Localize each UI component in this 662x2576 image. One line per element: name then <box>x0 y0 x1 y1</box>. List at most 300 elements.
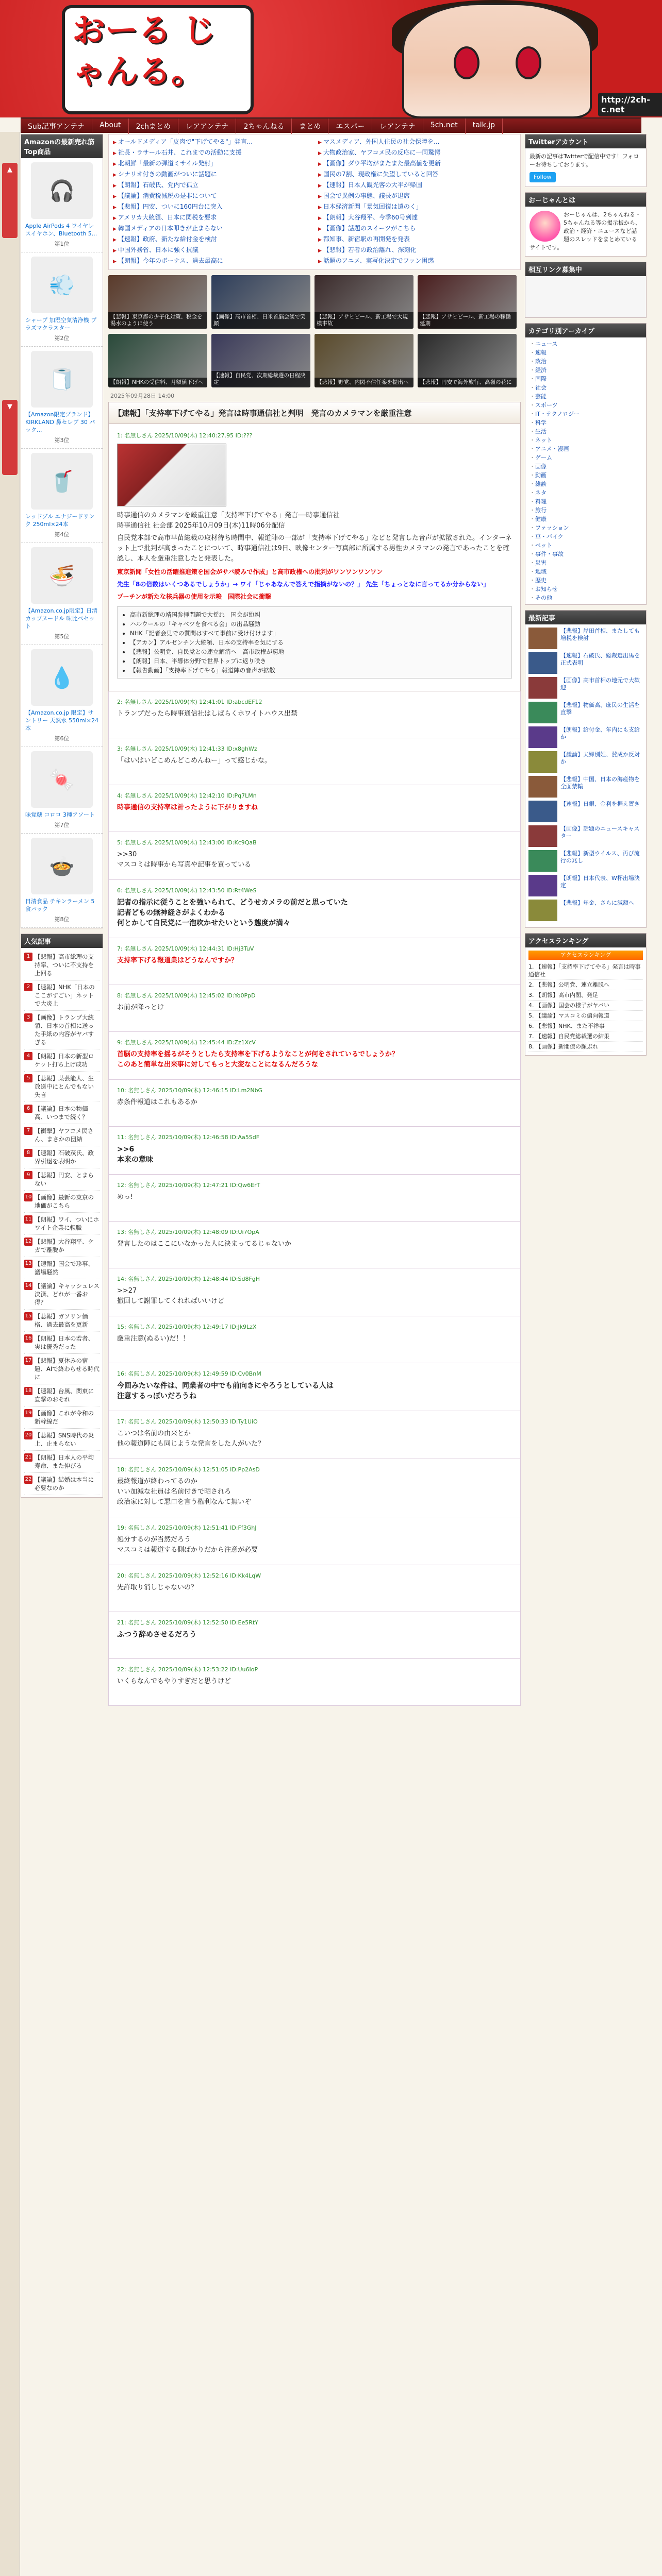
response-body: 処分するのが当然だろう マスコミは報道する側ばかりだから注意が必要 <box>117 1536 258 1554</box>
product-name[interactable]: 【Amazon.co.jp 限定】サントリー 天然水 550ml×24本 <box>25 709 98 732</box>
rank-number: 6 <box>24 1105 32 1113</box>
side-news-item[interactable] <box>528 702 643 723</box>
rank-number: 8 <box>24 1149 32 1157</box>
product-name[interactable]: Apple AirPods 4 ワイヤレスイヤホン、Bluetooth 5... <box>25 223 97 237</box>
side-news-item[interactable] <box>528 850 643 872</box>
product-ad[interactable] <box>21 158 103 252</box>
category-link[interactable]: ・ 地域 <box>529 567 642 576</box>
product-name[interactable]: 日清食品 チキンラーメン 5食パック <box>25 898 95 912</box>
rank-number: 20 <box>24 1431 32 1439</box>
response-body: 「はいはいどこめんどこめんねー」って感じかな。 <box>117 757 272 765</box>
thread-response <box>108 1316 521 1363</box>
headline-link[interactable]: ▶ 【悲報】若者の政治離れ、深刻化 <box>318 246 516 256</box>
product-rank: 第6位 <box>54 735 70 742</box>
category-link[interactable]: ・ 速報 <box>529 348 642 357</box>
popular-article-link[interactable] <box>24 1072 100 1102</box>
popular-article-link[interactable] <box>24 1279 100 1310</box>
headline-link[interactable]: ▶ 【速報】日本人観光客の大半が帰国 <box>318 181 516 191</box>
thread-response <box>108 985 521 1032</box>
nav-item[interactable]: まとめ <box>292 118 328 134</box>
picture-caption[interactable]: 【悲報】野党、内閣不信任案を提出へ <box>315 378 413 387</box>
thread-response <box>108 1268 521 1316</box>
picture-caption[interactable]: 【悲報】東京都の少子化対策、税金を湯水のように使う <box>108 312 207 329</box>
product-image[interactable]: 🎧 <box>31 162 93 219</box>
related-article-link[interactable]: • 【アカン】アルゼンチン大統領、日本の支持率を気にする <box>130 638 507 647</box>
picture-row <box>108 275 521 329</box>
response-body: お前が降っとけ <box>117 1004 164 1011</box>
response-body: トランプだったら時事通信社はしばらくホワイトハウス出禁 <box>117 710 297 718</box>
thread-response <box>108 1080 521 1127</box>
category-link[interactable]: ・ 雑談 <box>529 480 642 488</box>
headline-link[interactable]: ▶ 中国外務省、日本に強く抗議 <box>113 246 311 256</box>
picture-card[interactable] <box>418 275 517 329</box>
article-detail: 自民党本部で高市早苗総裁の取材待ち時間中、報道陣の一部が「支持率下げてやる」などと発言した音声が拡散された。インターネット上で批判が高まったことについて、時事通信社は9日、映像センター写真部に所属する男性カメラマンの発言であったことを確認し、本人を厳重注意したと発表した。 <box>117 534 512 563</box>
headline-link[interactable]: ▶ 【悲報】円安、ついに160円台に突入 <box>113 202 311 212</box>
side-news-title[interactable]: 【朗報】日本代表、W杯出場決定 <box>560 875 640 889</box>
product-name[interactable]: レッドブル エナジードリンク 250ml×24本 <box>25 513 95 528</box>
avatar <box>529 211 560 242</box>
response-header: 6: 名無しさん 2025/10/09(木) 12:43:50 ID:Rt4WeS <box>117 887 257 894</box>
picture-caption[interactable]: 【速報】自民党、次期総裁選の日程決定 <box>211 371 310 387</box>
popular-article-title[interactable]: 【朗報】日本の新型ロケット打ち上げ成功 <box>35 1053 94 1068</box>
rail-tab-top[interactable]: ▲ <box>2 163 18 238</box>
category-link[interactable]: ・ ファッション <box>529 523 642 532</box>
picture-row <box>108 334 521 387</box>
product-image[interactable]: 🧻 <box>31 351 93 408</box>
response-list <box>108 691 521 1706</box>
side-news-title[interactable]: 【悲報】中国、日本の海産物を全面禁輸 <box>560 776 640 790</box>
response-body: 支持率下げる報道業はどうなんですか？ <box>117 957 238 964</box>
popular-article-link[interactable] <box>24 1451 100 1473</box>
category-link[interactable]: ・ ペット <box>529 541 642 550</box>
response-header: 22: 名無しさん 2025/10/09(木) 12:53:22 ID:Uu6IoP <box>117 1666 258 1673</box>
side-news-item[interactable] <box>528 726 643 748</box>
headline-link[interactable]: ▶ 【画像】ダウ平均がまたまた最高値を更新 <box>318 159 516 169</box>
headline-link[interactable]: ▶ 北朝鮮「最新の弾道ミサイル発射」 <box>113 159 311 169</box>
mascot-left-eye <box>454 46 479 79</box>
thread-response <box>108 1517 521 1565</box>
popular-article-link[interactable] <box>24 950 100 980</box>
headline-grid <box>108 134 521 270</box>
popular-article-link[interactable] <box>24 1354 100 1384</box>
response-header: 4: 名無しさん 2025/10/09(木) 12:42:10 ID:Pq7LMn <box>117 792 257 799</box>
popular-article-title[interactable]: 【画像】最新の東京の地価がこちら <box>35 1194 94 1209</box>
rank-number: 3 <box>24 1013 32 1022</box>
popular-article-link[interactable] <box>24 1257 100 1279</box>
category-link[interactable]: ・ 歴史 <box>529 576 642 585</box>
popular-article-title[interactable]: 【朗報】日本人の平均寿命、また伸びる <box>35 1454 94 1469</box>
nav-item[interactable]: エスパー <box>328 118 372 134</box>
promo-link-red[interactable]: 東京新聞「女性の活躍推進策を国会がサバ読みで作成」と高市政権への批判がワンワンワンワン <box>117 568 383 575</box>
product-image[interactable]: 🍲 <box>31 838 93 894</box>
twitter-text: 最新の記事はTwitterで配信中です！フォローお待ちしております。 <box>529 153 639 168</box>
response-header: 8: 名無しさん 2025/10/09(木) 12:45:02 ID:Yo0PpD <box>117 992 256 999</box>
side-news-title[interactable]: 【速報】石破氏、総裁選出馬を正式表明 <box>560 652 640 666</box>
ranking-item[interactable]: 3. 【朗報】高市内閣、発足 <box>528 990 643 1001</box>
product-name[interactable]: 【Amazon.co.jp限定】日清 カップヌードル 味比べセット <box>25 607 98 630</box>
popular-article-title[interactable]: 【速報】石破茂氏、政界引退を表明か <box>35 1149 94 1165</box>
rank-number: 9 <box>24 1171 32 1179</box>
popular-article-link[interactable] <box>24 1146 100 1168</box>
category-box <box>525 323 647 605</box>
product-ad[interactable] <box>21 645 103 747</box>
category-link[interactable]: ・ 経済 <box>529 366 642 375</box>
category-link[interactable]: ・ 事件・事故 <box>529 550 642 558</box>
category-link[interactable]: ・ お知らせ <box>529 585 642 594</box>
site-logo[interactable]: おーる じゃんる。 <box>72 12 216 91</box>
side-news-item[interactable] <box>528 801 643 822</box>
amazon-ranking-title: Amazonの最新売れ筋Top商品 <box>21 134 103 158</box>
popular-article-title[interactable]: 【悲報】円安、とまらない <box>35 1172 94 1187</box>
nav-item[interactable]: Sub記事アンテナ <box>21 118 92 134</box>
popular-article-link[interactable] <box>24 1235 100 1257</box>
thread-response <box>108 1032 521 1080</box>
headline-link[interactable]: ▶ 国民の7割、現政権に失望していると回答 <box>318 170 516 180</box>
product-ad[interactable] <box>21 834 103 928</box>
side-news-thumbnail <box>528 875 557 896</box>
product-image[interactable]: 🍜 <box>31 547 93 604</box>
side-news-item[interactable] <box>528 677 643 699</box>
headline-link[interactable]: ▶ 【朗報】石破氏、党内で孤立 <box>113 181 311 191</box>
profile-title: おーじゃんとは <box>525 193 646 207</box>
thread-response <box>108 1411 521 1459</box>
rank-number: 19 <box>24 1409 32 1417</box>
popular-article-title[interactable]: 【悲報】SNS時代の炎上、止まらない <box>35 1432 94 1447</box>
thread-response <box>108 1175 521 1222</box>
article-date: 2025年09月28日 14:00 <box>110 393 175 399</box>
popular-articles-box <box>21 934 103 1498</box>
popular-article-title[interactable]: 【朗報】ワイ、ついにホワイト企業に転職 <box>35 1216 100 1231</box>
popular-article-title[interactable]: 【議論】結婚は本当に必要なのか <box>35 1476 94 1492</box>
headline-link[interactable]: ▶ 話題のアニメ、実写化決定でファン困惑 <box>318 257 516 266</box>
product-rank: 第3位 <box>54 437 70 444</box>
popular-article-link[interactable] <box>24 980 100 1011</box>
ranking-item[interactable]: 6. 【悲報】NHK、また不祥事 <box>528 1021 643 1031</box>
response-header: 12: 名無しさん 2025/10/09(木) 12:47:21 ID:Qw6ErT <box>117 1182 260 1189</box>
category-link[interactable]: ・ 生活 <box>529 427 642 436</box>
product-name[interactable]: 味覚糖 コロロ 3種アソート <box>25 811 95 818</box>
thread-response <box>108 785 521 832</box>
popular-article-title[interactable]: 【悲報】大谷翔平、ケガで離脱か <box>35 1238 94 1253</box>
category-link[interactable]: ・ ゲーム <box>529 453 642 462</box>
product-rank: 第1位 <box>54 241 70 247</box>
promo-link-blue[interactable]: 先生「8の倍数はいくつあるでしょうか」→ ワイ「じゃあなんで答えで指摘がないの？」 先生「ちょっとなに言ってるか分からない」 <box>117 581 490 588</box>
thread-response <box>108 1659 521 1706</box>
promo-link-red-2[interactable]: プーチンが新たな核兵器の使用を示唆 国際社会に衝撃 <box>117 593 272 600</box>
headline-link[interactable]: ▶ 大物政治家、ヤフコメ民の反応に一同驚愕 <box>318 148 516 158</box>
product-ad[interactable] <box>21 252 103 347</box>
rank-number: 16 <box>24 1334 32 1343</box>
product-rank: 第4位 <box>54 531 70 538</box>
picture-caption[interactable]: 【悲報】円安で海外旅行、高嶺の花に <box>418 378 517 387</box>
ranking-item[interactable]: 8. 【画像】新閣僚の顔ぶれ <box>528 1042 643 1052</box>
rank-number: 21 <box>24 1453 32 1462</box>
headline-link[interactable]: ▶ アメリカ大統領、日本に関税を要求 <box>113 213 311 223</box>
headline-link[interactable]: ▶ 【朗報】大谷翔平、今季60号到達 <box>318 213 516 223</box>
side-news-title[interactable]: 【議論】夫婦別姓、賛成か反対か <box>560 751 640 765</box>
picture-card[interactable] <box>315 334 413 387</box>
popular-article-link[interactable] <box>24 1473 100 1495</box>
headline-link[interactable]: ▶ オールドメディア「皮肉で"下げてやる"」発言... <box>113 138 311 147</box>
picture-caption[interactable]: 【悲報】アサヒビール、新工場で大規模事故 <box>315 312 413 329</box>
picture-card[interactable] <box>108 275 207 329</box>
rank-number: 5 <box>24 1074 32 1082</box>
ranking-item[interactable]: 7. 【速報】自民党総裁選の結果 <box>528 1031 643 1042</box>
response-header: 14: 名無しさん 2025/10/09(木) 12:48:44 ID:Sd8FgH <box>117 1276 260 1282</box>
nav-item[interactable]: レアンテナ <box>372 118 423 134</box>
response-body: >>6 本来の意味 <box>117 1145 153 1164</box>
side-news-item[interactable] <box>528 628 643 649</box>
side-news-item[interactable] <box>528 900 643 921</box>
thread-response <box>108 691 521 738</box>
side-news-thumbnail <box>528 751 557 773</box>
popular-article-link[interactable] <box>24 1310 100 1332</box>
product-rank: 第7位 <box>54 822 70 828</box>
category-link[interactable]: ・ 料理 <box>529 497 642 506</box>
side-news-title[interactable]: 【悲報】年金、さらに減額へ <box>560 900 634 906</box>
side-news-title[interactable]: 【悲報】岸田首相、またしても増税を検討 <box>560 628 640 641</box>
popular-article-title[interactable]: 【議論】日本の物価高、いつまで続く？ <box>35 1105 88 1121</box>
category-link[interactable]: ・ 旅行 <box>529 506 642 515</box>
response-header: 9: 名無しさん 2025/10/09(木) 12:45:44 ID:Zz1XcV <box>117 1039 256 1046</box>
side-news-thumbnail <box>528 850 557 872</box>
profile-text: おーじゃんは、2ちゃんねる・5ちゃんねる等の掲示板から、政治・経済・ニュースなど話題のスレッドをまとめているサイトです。 <box>529 211 641 251</box>
response-header: 13: 名無しさん 2025/10/09(木) 12:48:09 ID:Ui7OpA <box>117 1229 259 1235</box>
product-name[interactable]: シャープ 加湿空気清浄機 プラズマクラスター <box>25 317 97 331</box>
rail-tab-middle[interactable]: ▼ <box>2 400 18 475</box>
popular-article-link[interactable] <box>24 1384 100 1406</box>
category-link[interactable]: ・ 動画 <box>529 471 642 480</box>
related-article-link[interactable]: • 【朗報】日本、半導体分野で世界トップに返り咲き <box>130 656 507 666</box>
category-link[interactable]: ・ スポーツ <box>529 401 642 410</box>
category-link[interactable]: ・ 社会 <box>529 383 642 392</box>
response-body: 赤条件報道はこれもあるか <box>117 1098 198 1106</box>
popular-article-title[interactable]: 【速報】NHK「日本のここがすごい」ネットで大炎上 <box>35 984 95 1007</box>
picture-caption[interactable]: 【画像】高市首相、日米首脳会談で笑顔 <box>211 312 310 329</box>
side-news-item[interactable] <box>528 875 643 896</box>
response-header: 10: 名無しさん 2025/10/09(木) 12:46:15 ID:Lm2NbG <box>117 1087 263 1094</box>
popular-article-link[interactable] <box>24 1102 100 1124</box>
popular-article-link[interactable] <box>24 1168 100 1191</box>
thread-response <box>108 880 521 938</box>
popular-article-title[interactable]: 【速報】国会で珍事、議場騒然 <box>35 1260 94 1276</box>
site-url[interactable]: http://2ch-c.net <box>598 93 662 116</box>
headline-link[interactable]: ▶ 国会で異例の事態、議長が退席 <box>318 192 516 201</box>
side-news-title[interactable]: 【朗報】給付金、年内にも支給か <box>560 726 640 740</box>
nav-item[interactable]: talk.jp <box>466 118 503 134</box>
product-ad[interactable] <box>21 747 103 834</box>
headline-link[interactable]: ▶ シナリオ付きの動画がついに話題に <box>113 170 311 180</box>
rank-number: 11 <box>24 1215 32 1224</box>
rank-number: 10 <box>24 1193 32 1201</box>
response-body: 厳重注意(ぬるい)だ！！ <box>117 1335 190 1343</box>
category-link[interactable]: ・ ニュース <box>529 340 642 348</box>
category-link[interactable]: ・ 科学 <box>529 418 642 427</box>
thread-response <box>108 1612 521 1659</box>
popular-article-title[interactable]: 【衝撃】ヤフコメ民さん、まさかの団結 <box>35 1127 94 1143</box>
popular-article-link[interactable] <box>24 1332 100 1354</box>
nav-item[interactable]: レアアンテナ <box>178 118 236 134</box>
category-link[interactable]: ・ その他 <box>529 594 642 602</box>
category-link[interactable]: ・ 政治 <box>529 357 642 366</box>
headline-link[interactable]: ▶ 【朗報】今年のボーナス、過去最高に <box>113 257 311 266</box>
side-news-title[interactable]: 【悲報】新型ウイルス、再び流行の兆し <box>560 850 640 864</box>
product-ad[interactable] <box>21 543 103 645</box>
product-rank: 第8位 <box>54 916 70 923</box>
popular-article-title[interactable]: 【速報】台風、関東に直撃のおそれ <box>35 1387 94 1403</box>
side-news-thumbnail <box>528 726 557 748</box>
headline-link[interactable]: ▶ 日本経済新聞「景気回復は遠のく」 <box>318 202 516 212</box>
right-column <box>525 134 647 1061</box>
product-image[interactable]: 💧 <box>31 649 93 706</box>
product-name[interactable]: 【Amazon限定ブランド】KIRKLAND 鼻セレブ 30 パック... <box>25 411 95 433</box>
headline-link[interactable]: ▶ 【画像】話題のスイーツがこちら <box>318 224 516 234</box>
category-link[interactable]: ・ 国際 <box>529 375 642 383</box>
headline-link[interactable]: ▶ 社長・ラサール石井、これまでの活動に支援 <box>113 148 311 158</box>
popular-article-title[interactable]: 【悲報】高市総理の支持率、ついに不支持を上回る <box>35 953 94 977</box>
response-body: 発言したのはここにいなかった人に決まってるじゃないか <box>117 1240 292 1248</box>
response-header: 11: 名無しさん 2025/10/09(木) 12:46:58 ID:Aa5SdF <box>117 1134 260 1141</box>
amazon-ranking-box <box>21 134 103 928</box>
twitter-follow-button[interactable]: Follow <box>529 172 556 182</box>
popular-article-title[interactable]: 【画像】これが令和の新幹線だ <box>35 1410 94 1425</box>
category-link[interactable]: ・ 車・バイク <box>529 532 642 541</box>
headline-link[interactable]: ▶ 【議論】消費税減税の是非について <box>113 192 311 201</box>
category-link[interactable]: ・ 災害 <box>529 558 642 567</box>
rank-number: 12 <box>24 1238 32 1246</box>
related-article-link[interactable]: • 【悲報】公明党、自民党との連立解消へ 高市政権が窮地 <box>130 647 507 656</box>
headline-link[interactable]: ▶ マスメディア、外国人住民の社会保障を... <box>318 138 516 147</box>
thread-response <box>108 1565 521 1612</box>
response-body: 首脳の支持率を揺るがそうとしたら支持率を下げるようなことが何をされているでしょうか？ このあと簡単な出来事に対してもっと大変なことになるんだろうな <box>117 1050 399 1069</box>
picture-card[interactable] <box>211 334 310 387</box>
nav-item[interactable]: 2chまとめ <box>129 118 178 134</box>
nav-item[interactable]: 2ちゃんねる <box>236 118 292 134</box>
response-header: 3: 名無しさん 2025/10/09(木) 12:41:33 ID:x8ghWz <box>117 745 257 752</box>
picture-caption[interactable]: 【朗報】NHKの受信料、月額値下げへ <box>108 378 207 387</box>
response-body: 時事通信の支持率は計ったように下がりますね <box>117 804 258 811</box>
popular-article-link[interactable] <box>24 1191 100 1213</box>
response-header: 7: 名無しさん 2025/10/09(木) 12:44:31 ID:Hj3TuV <box>117 945 254 952</box>
side-news-item[interactable] <box>528 652 643 674</box>
popular-article-title[interactable]: 【悲報】ガソリン価格、過去最高を更新 <box>35 1313 88 1328</box>
side-news-item[interactable] <box>528 825 643 847</box>
related-article-link[interactable]: • NHK「記者会見での質問はすべて事前に受け付けます」 <box>130 629 507 638</box>
access-ranking-bar: アクセスランキング <box>528 951 643 960</box>
side-news-thumbnail <box>528 776 557 798</box>
side-news-title: 最新記事 <box>525 611 646 624</box>
side-news-title[interactable]: 【速報】日銀、金利を据え置き <box>560 801 640 807</box>
category-link[interactable]: ・ 芸能 <box>529 392 642 401</box>
popular-article-title[interactable]: 【画像】トランプ大統領、日本の首相に送った手紙の内容がヤバすぎる <box>35 1014 94 1046</box>
article-title[interactable]: 【速報】「支持率下げてやる」発言は時事通信社と判明 発言のカメラマンを厳重注意 <box>108 402 521 424</box>
headline-link[interactable]: ▶ 【速報】政府、新たな給付金を検討 <box>113 235 311 245</box>
thread-response <box>108 738 521 785</box>
response-body: 今回みたいな件は、同業者の中でも前向きにやろうとしている人は 注意するっぽいだろうね <box>117 1382 334 1400</box>
ranking-item[interactable]: 1. 【速報】「支持率下げてやる」発言は時事通信社 <box>528 962 643 980</box>
popular-article-title[interactable]: 【議論】キャッシュレス決済、どれが一番お得？ <box>35 1282 100 1306</box>
popular-article-link[interactable] <box>24 1213 100 1235</box>
link-exchange-area <box>525 276 646 317</box>
popular-article-title[interactable]: 【朗報】日本の若者、実は優秀だった <box>35 1335 94 1350</box>
left-rail <box>0 132 20 2576</box>
response-header: 21: 名無しさん 2025/10/09(木) 12:52:50 ID:Ee5RtY <box>117 1619 258 1626</box>
category-link[interactable]: ・ ネタ <box>529 488 642 497</box>
popular-article-link[interactable] <box>24 1049 100 1072</box>
response-body: いくらなんでもやりすぎだと思うけど <box>117 1677 231 1685</box>
side-news-thumbnail <box>528 677 557 699</box>
headline-link[interactable]: ▶ 韓国メディアの日本叩きが止まらない <box>113 224 311 234</box>
response-header: 5: 名無しさん 2025/10/09(木) 12:43:00 ID:Kc9QaB <box>117 839 257 846</box>
side-news-item[interactable] <box>528 751 643 773</box>
related-articles <box>117 606 512 679</box>
side-news-title[interactable]: 【画像】高市首相の地元で大歓迎 <box>560 677 640 691</box>
category-link[interactable]: ・ 画像 <box>529 462 642 471</box>
profile-box <box>525 192 647 257</box>
popular-article-link[interactable] <box>24 1011 100 1049</box>
left-column <box>21 134 103 1503</box>
popular-article-link[interactable] <box>24 1429 100 1451</box>
popular-article-title[interactable]: 【悲報】夏休みの宿題、AIで終わらせる時代に <box>35 1357 100 1381</box>
related-article-link[interactable]: • 【報告動画】「支持率下げてやる」報道陣の音声が拡散 <box>130 666 507 675</box>
picture-caption[interactable]: 【悲報】アサヒビール、新工場の稼働延期 <box>418 312 517 329</box>
product-image[interactable]: 🥤 <box>31 453 93 510</box>
category-link[interactable]: ・ アニメ・漫画 <box>529 445 642 453</box>
product-image[interactable]: 💨 <box>31 257 93 313</box>
side-news-item[interactable] <box>528 776 643 798</box>
product-image[interactable]: 🍬 <box>31 751 93 808</box>
nav-item[interactable]: 5ch.net <box>423 118 466 134</box>
picture-card[interactable] <box>108 334 207 387</box>
response-body: 記者の指示に従うことを強いられて、どうせカメラの前だと思っていた 記者どもの無神経さがよくわかる 何とかして自民党に一泡吹かせたいという態度が満々 <box>117 899 348 927</box>
side-news-thumbnail <box>528 900 557 921</box>
category-link[interactable]: ・ 健康 <box>529 515 642 523</box>
related-article-link[interactable]: • ハルウールの「キャベツを食べる会」の出品騒動 <box>130 619 507 629</box>
related-article-link[interactable]: • 高市新総理の靖国参拝問題で大揺れ 国会が紛糾 <box>130 610 507 619</box>
response-body: >>27 撤回して謝罪してくれればいいけど <box>117 1287 225 1305</box>
popular-article-link[interactable] <box>24 1406 100 1429</box>
side-news-thumbnail <box>528 652 557 674</box>
response-header: 17: 名無しさん 2025/10/09(木) 12:50:33 ID:Ty1UiO <box>117 1418 258 1425</box>
nav-item[interactable]: About <box>92 118 128 134</box>
popular-article-link[interactable] <box>24 1124 100 1146</box>
picture-card[interactable] <box>418 334 517 387</box>
picture-card[interactable] <box>211 275 310 329</box>
ranking-item[interactable]: 5. 【議論】マスコミの偏向報道 <box>528 1011 643 1021</box>
thread-response <box>108 1459 521 1517</box>
side-news-title[interactable]: 【悲報】物価高、庶民の生活を直撃 <box>560 702 640 716</box>
side-news-title[interactable]: 【画像】話題のニュースキャスター <box>560 825 640 839</box>
ranking-item[interactable]: 2. 【悲報】公明党、連立離脱へ <box>528 980 643 990</box>
category-link[interactable]: ・ ネット <box>529 436 642 445</box>
product-ad[interactable] <box>21 347 103 449</box>
opening-res-body: 時事通信のカメラマンを厳重注意「支持率下げてやる」発言──時事通信社 時事通信社 社会部 2025年10月09日(木)11時06分配信 <box>117 512 340 530</box>
ranking-item[interactable]: 4. 【画像】国会の様子がヤバい <box>528 1001 643 1011</box>
response-header: 15: 名無しさん 2025/10/09(木) 12:49:17 ID:Jk9LzX <box>117 1324 257 1330</box>
side-news-thumbnail <box>528 702 557 723</box>
link-exchange-title: 相互リンク募集中 <box>525 262 646 276</box>
popular-article-title[interactable]: 【悲報】某芸能人、生放送中にとんでもない失言 <box>35 1075 94 1098</box>
category-link[interactable]: ・ IT・テクノロジー <box>529 410 642 418</box>
rank-number: 13 <box>24 1260 32 1268</box>
twitter-box <box>525 134 647 187</box>
picture-card[interactable] <box>315 275 413 329</box>
response-body: 最終報道が終わってるのか いい加減な社員は名前付きで晒されろ 政治家に対して悪口を言う権利なんて無いぞ <box>117 1478 252 1506</box>
headline-link[interactable]: ▶ 都知事、新宿駅の再開発を発表 <box>318 235 516 245</box>
product-rank: 第2位 <box>54 335 70 342</box>
news-photo <box>117 444 226 506</box>
product-ad[interactable] <box>21 449 103 543</box>
